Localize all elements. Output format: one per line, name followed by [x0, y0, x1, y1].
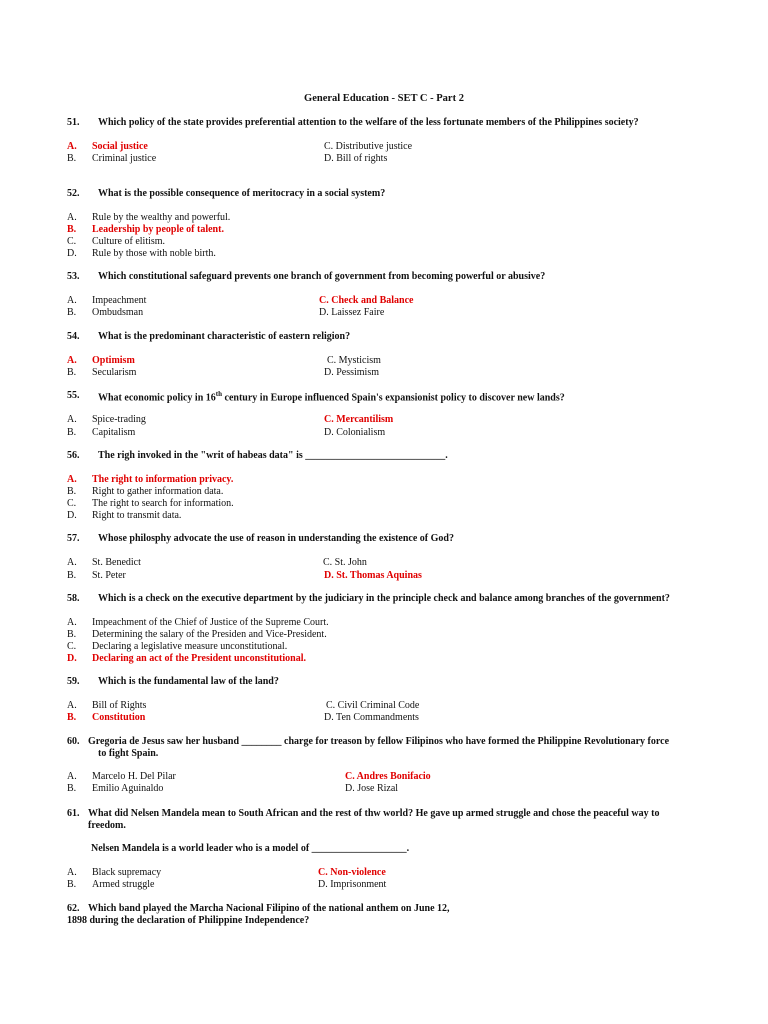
question-61-text-cont: freedom. [88, 820, 126, 831]
q61-option-d: D. Imprisonment [318, 879, 387, 890]
question-number: 51. [67, 117, 80, 128]
question-text: Which policy of the state provides preferential attention to the welfare of the less fortunate members of the Philippines society? [98, 117, 639, 128]
q55-option-c: C. Mercantilism [324, 414, 394, 425]
q60-option-c: C. Andres Bonifacio [345, 771, 431, 782]
q57-option-d: D. St. Thomas Aquinas [324, 570, 422, 581]
q53-option-c: C. Check and Balance [319, 295, 414, 306]
q59-option-c: C. Civil Criminal Code [326, 700, 420, 711]
document-page: General Education - SET C - Part 2 51. Which policy of the state provides preferential attention to the welfare of the less fortunate members of the Philippines society? A. Social justice B. Criminal justice C. Distributive justice D. Bill of rights 52. What is the possible consequence of meritocracy in a social system? A. Rule by the wealthy and powerful. B. Leadership by people of talent. C. Culture of elitism. D. Rule by those with noble birth. 53. Which constitutional safeguard prevents one branch of government from becoming powerful or abusive? A. Impeachment B. Ombudsman C. Check and Balance D. Laissez Faire 54. What is the predominant characteristic of eastern religion? A. Optimism B. Secularism C. Mysticism D. Pessimism 55. What economic policy in 16th century in Europe influenced Spain's expansionist policy to discover new lands? A. Spice-trading B. Capitalism C. Mercantilism D. Colonialism 56. The righ invoked in the "writ of habeas data" is ____________________________. A. The right to information privacy. B. Right to gather information data. C. The right to search for information. D. Right to transmit data. 57. Whose philosphy advocate the use of reason in understanding the existence of God? A. St. Benedict B. St. Peter C. St. John D. St. Thomas Aquinas 58. Which is a check on the executive department by the judiciary in the principle check and balance among branches of the government? A. Impeachment of the Chief of Justice of the Supreme Court. B. Determining the salary of the Presiden and Vice-President. C. Declaring a legislative measure unconstitutional. D. Declaring an act of the President unconstitutional. 59. Which is the fundamental law of the land? A. Bill of Rights B. Constitution C. Civil Criminal Code D. Ten Commandments 60. Gregoria de Jesus saw her husband ________ charge for treason by fellow Filipinos who have formed the Philippine Revolutionary force to fight Spain. A. Marcelo H. Del Pilar B. Emilio Aguinaldo C. Andres Bonifacio D. Jose Rizal 61. What did Nelsen Mandela mean to South African and the rest of thw world? He gave up armed struggle and chose the peaceful way to freedom. Nelsen Mandela is a world leader who is a model of ___________________. A. Black supremacy B. Armed struggle C. Non-violence D. Imprisonment 62. Which band played the Marcha Nacional Filipino of the national anthem on June 12, 1898 during the declaration of Philippine Independence? [0, 0, 768, 1024]
page-title: General Education - SET C - Part 2 [304, 93, 464, 104]
q61-option-c: C. Non-violence [318, 867, 386, 878]
q53-option-d: D. Laissez Faire [319, 307, 385, 318]
question-60-text-cont: to fight Spain. [98, 748, 159, 759]
q60-option-d: D. Jose Rizal [345, 783, 399, 794]
q51-option-d: D. Bill of rights [324, 153, 388, 164]
q54-option-c: C. Mysticism [327, 355, 381, 366]
question-62-text: Which band played the Marcha Nacional Filipino of the national anthem on June 12, [88, 903, 450, 914]
question-62-number: 62. [67, 903, 80, 914]
q54-option-d: D. Pessimism [324, 367, 380, 378]
question-61-text: What did Nelsen Mandela mean to South African and the rest of thw world? He gave up armed struggle and chose the peaceful way to [88, 808, 660, 819]
question-61-number: 61. [67, 808, 80, 819]
question-60-number: 60. [67, 736, 80, 747]
q55-option-d: D. Colonialism [324, 427, 386, 438]
q57-option-c: C. St. John [323, 557, 367, 568]
q59-option-d: D. Ten Commandments [324, 712, 419, 723]
q51-option-c: C. Distributive justice [324, 141, 413, 152]
question-62-text-cont: 1898 during the declaration of Philippine Independence? [67, 915, 310, 926]
question-61-prompt: Nelsen Mandela is a world leader who is a model of ___________________. [91, 843, 410, 854]
question-60-text: Gregoria de Jesus saw her husband ________ charge for treason by fellow Filipinos who have formed the Philippine Revolutionary force [88, 736, 670, 747]
